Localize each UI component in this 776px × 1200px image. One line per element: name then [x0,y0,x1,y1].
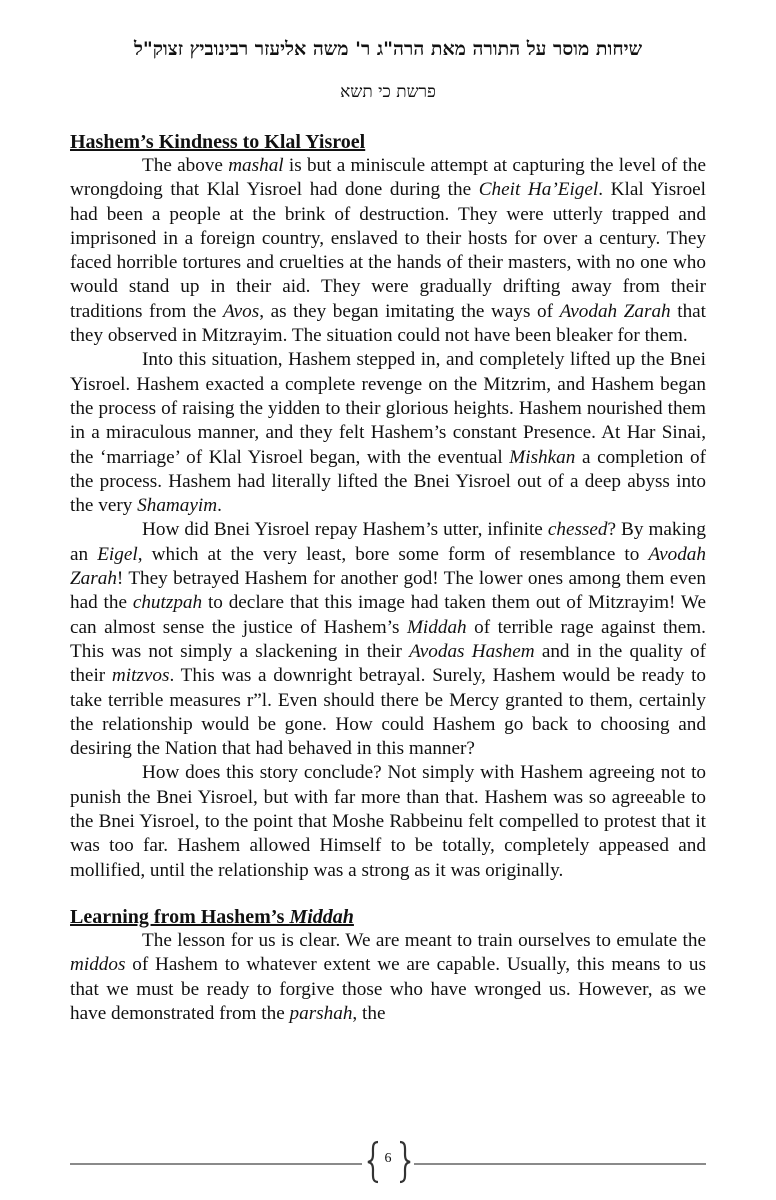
text-run: of Hashem to whatever extent we are capable. Usually, this means to us that we must be ready to forgive those who have wronged us. However, as we have demonstrated from the [70,954,706,1024]
page-footer [70,1140,706,1190]
parsha-title-hebrew: פרשת כי תשא [340,82,436,102]
paragraph [70,154,706,348]
text-run: of terrible rage against them. This was not simply a slackening in their [70,616,706,662]
italic-term: Avodah Zarah [559,300,671,322]
paragraph [70,518,706,761]
text-run: How does this story conclude? Not simply with Hashem agreeing not to punish the Bnei Yisroel, but with far more than that. Hashem was so agreeable to the Bnei Yisroel, to the point that Moshe Rabbeinu felt compelled to protest that it was too far. Hashem allowed Himself to be totally, completely appeased and mollified, until the relationship was a strong as it was originally. [70,762,706,881]
section [70,130,706,883]
italic-term: mashal [228,155,284,176]
italic-term: chutzpah [132,592,203,614]
italic-term: Mishkan [509,446,576,468]
book-title-hebrew: שיחות מוסר על התורה מאת הרה"ג ר' משה אליעזר רבינוביץ זצוק"ל [133,38,643,60]
section-heading [70,130,706,154]
italic-term: Avos [222,300,260,322]
footer-rule-right [414,1163,706,1165]
italic-term: Middah [406,616,467,638]
text-run: Into this situation, Hashem stepped in, and completely lifted up the Bnei Yisroel. Hashem exacted a complete revenge on the Mitzrim, and Hashem began the process of raising the yidden to their glorious heights. Hashem nourished them in a miraculous manner, and they felt Hashem’s constant Presence. At Har Sinai, the ‘marriage’ of Klal Yisroel began, with the eventual [70,349,706,468]
text-run: ? By making an [70,519,706,565]
text-run: How did Bnei Yisroel repay Hashem’s utter, infinite [142,519,548,541]
text-run: , the [352,1002,386,1024]
section-heading [70,905,706,929]
text-run: Learning from Hashem’s [70,905,290,928]
text-run: and in the quality of their [70,640,707,687]
italic-term: Cheit Ha’Eigel [478,179,599,201]
text-run: to declare that this image had taken them out of Mitzrayim! We can almost sense the justice of Hashem’s [70,592,706,638]
italic-term: Middah [289,905,354,928]
section [70,905,706,1026]
text-run: The lesson for us is clear. We are meant to train ourselves to emulate the [142,929,706,951]
text-run: , as they began imitating the ways of [259,300,560,322]
italic-term: middos [70,954,126,976]
footer-rule-left [70,1163,362,1165]
text-run: , which at the very least, bore some form of resemblance to [137,543,649,565]
italic-term: parshah [289,1002,353,1024]
text-run: . This was a downright betrayal. Surely, Hashem would be ready to take terrible measures r”l. Even should there be Mercy granted to them, certainly the relationship would be gone. How could Hashem go back to choosing and desiring the Nation that had behaved in this manner? [70,665,706,760]
text-run: ! They betrayed Hashem for another god! The lower ones among them even had the [70,568,706,614]
italic-term: Avodah Zarah [70,543,706,590]
paragraph [70,761,706,882]
text-run: . [217,495,222,517]
text-run: a completion of the process. Hashem had literally lifted the Bnei Yisroel out of a deep abyss into the very [70,446,706,517]
italic-term: Eigel [97,543,138,565]
text-run: The above [142,155,229,176]
right-brace-ornament [398,1140,412,1184]
italic-term: mitzvos [111,665,170,687]
italic-term: Shamayim [137,495,218,517]
text-run: that they observed in Mitzrayim. The situation could not have been bleaker for them. [70,300,707,347]
text-run: . Klal Yisroel had been a people at the brink of destruction. They were utterly trapped and imprisoned in a foreign country, enslaved to their hosts for over a century. They faced horrible tortures and cruelties at the hands of their masters, with no one who would stand up in their aid. They were gradually drifting away from their traditions from the [70,179,707,322]
page-body [70,130,706,1026]
page-number: 6 [384,1151,392,1166]
section-gap [70,883,706,905]
paragraph [70,929,706,1026]
paragraph [70,348,706,518]
italic-term: Avodas Hashem [409,640,535,662]
text-run: is but a miniscule attempt at capturing the level of the wrongdoing that Klal Yisroel had done during the [70,155,706,201]
text-run: Hashem’s Kindness to Klal Yisroel [70,131,366,153]
italic-term: chessed [547,519,608,541]
